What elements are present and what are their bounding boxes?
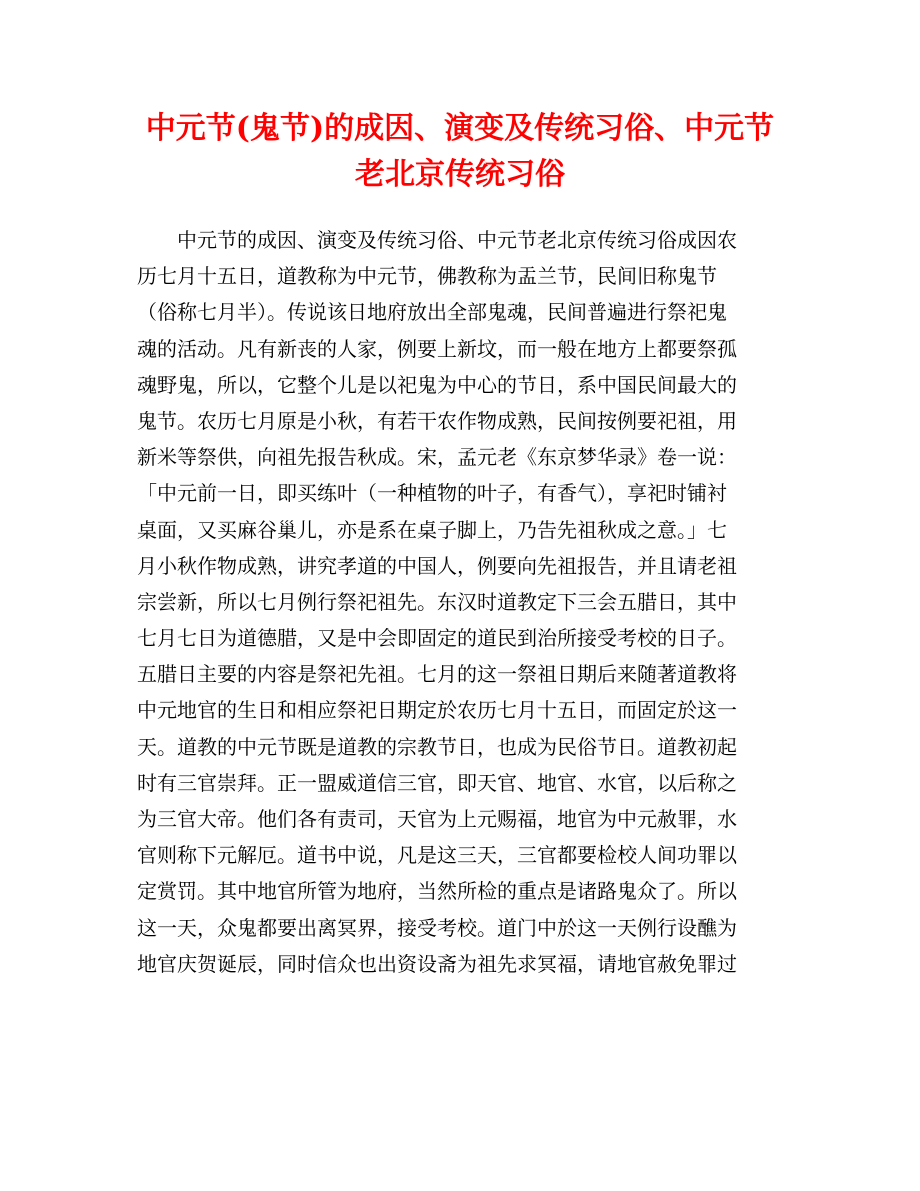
paragraph-line: 中元节的成因、演变及传统习俗、中元节老北京传统习俗成因农 (177, 228, 737, 252)
body-paragraph (137, 222, 787, 982)
paragraph-line: 魂野鬼，所以，它整个儿是以祀鬼为中心的节日，系中国民间最大的 (137, 372, 737, 397)
paragraph-line: 五腊日主要的内容是祭祀先祖。七月的这一祭祖日期后来随著道教将 (137, 662, 737, 687)
paragraph-line: 官则称下元解厄。道书中说，凡是这三天，三官都要检校人间功罪以 (137, 843, 737, 868)
paragraph-line: 「中元前一日，即买练叶（一种植物的叶子，有香气），享祀时铺衬 (137, 481, 727, 506)
paragraph-line: 历七月十五日，道教称为中元节，佛教称为盂兰节，民间旧称鬼节 (137, 264, 717, 289)
paragraph-line: 时有三官崇拜。正一盟威道信三官，即天官、地官、水官，以后称之 (137, 770, 737, 795)
paragraph-line: 地官庆贺诞辰，同时信众也出资设斋为祖先求冥福，请地官赦免罪过 (137, 951, 737, 976)
paragraph-line: 中元地官的生日和相应祭祀日期定於农历七月十五日，而固定於这一 (137, 698, 737, 723)
paragraph-line: 定赏罚。其中地官所管为地府，当然所检的重点是诸路鬼众了。所以 (137, 879, 737, 904)
paragraph-line: 魂的活动。凡有新丧的人家，例要上新坟，而一般在地方上都要祭孤 (137, 336, 737, 361)
title-line: 中元节(鬼节)的成因、演变及传统习俗、中元节 (145, 111, 775, 146)
paragraph-line: 桌面，又买麻谷巢儿，亦是系在桌子脚上，乃告先祖秋成之意。」七 (137, 517, 727, 542)
paragraph-line: 天。道教的中元节既是道教的宗教节日，也成为民俗节日。道教初起 (137, 734, 737, 759)
title-line: 老北京传统习俗 (355, 157, 565, 192)
paragraph-line: 宗尝新，所以七月例行祭祀祖先。东汉时道教定下三会五腊日，其中 (137, 589, 737, 614)
paragraph-line: 为三官大帝。他们各有责司，天官为上元赐福，地官为中元赦罪，水 (137, 807, 737, 831)
paragraph-line: （俗称七月半）。传说该日地府放出全部鬼魂，民间普遍进行祭祀鬼 (137, 300, 727, 325)
paragraph-line: 七月七日为道德腊，又是中会即固定的道民到治所接受考校的日子。 (137, 626, 737, 651)
paragraph-line: 鬼节。农历七月原是小秋，有若干农作物成熟，民间按例要祀祖，用 (137, 408, 737, 433)
paragraph-line: 月小秋作物成熟，讲究孝道的中国人，例要向先祖报告，并且请老祖 (137, 553, 737, 578)
paragraph-line: 这一天，众鬼都要出离冥界，接受考校。道门中於这一天例行设醮为 (137, 915, 737, 940)
document-title (120, 106, 800, 198)
paragraph-line: 新米等祭供，向祖先报告秋成。宋，孟元老《东京梦华录》卷一说： (137, 445, 737, 470)
